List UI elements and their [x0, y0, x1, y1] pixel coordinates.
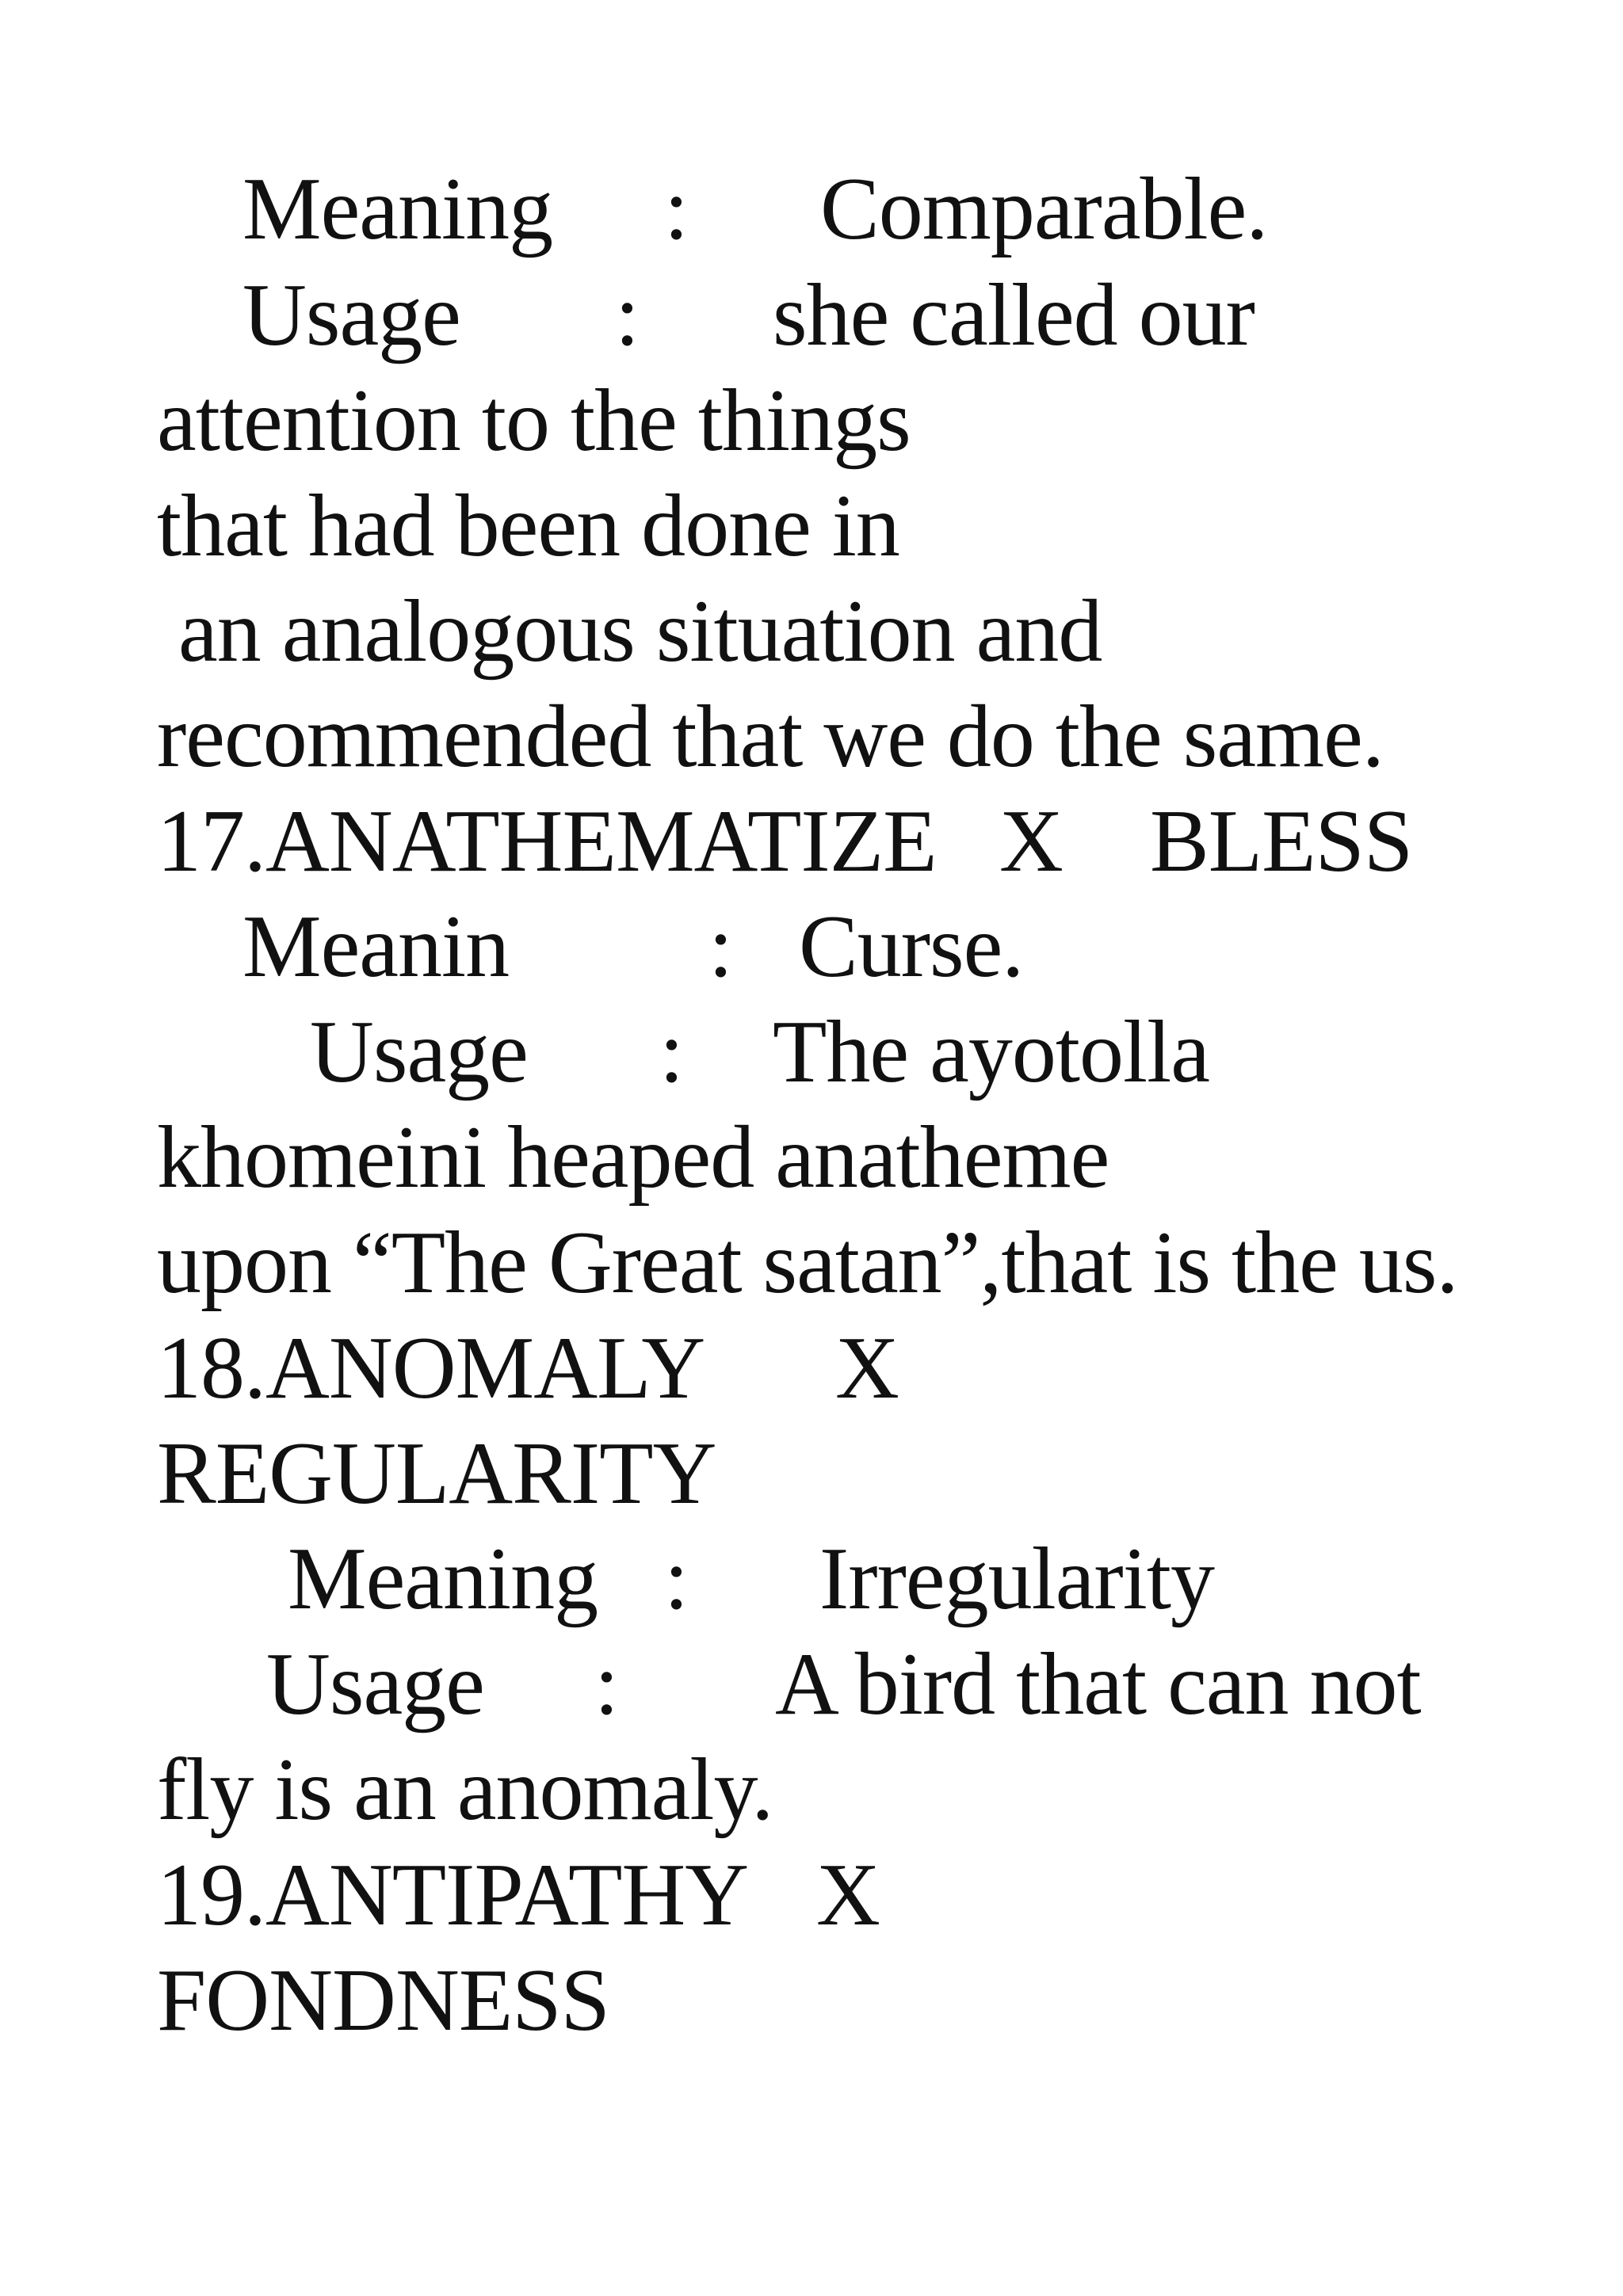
text-line: khomeini heaped anatheme	[157, 1108, 1109, 1207]
antonym-word: BLESS	[1150, 792, 1413, 891]
antonym-word: FONDNESS	[157, 1951, 609, 2050]
antonym-marker: X	[816, 1846, 880, 1944]
field-value: A bird that can not	[775, 1635, 1421, 1733]
field-colon: :	[708, 898, 733, 996]
entry-word: 19.ANTIPATHY	[157, 1846, 749, 1944]
antonym-marker: X	[999, 792, 1063, 891]
field-label: Meaning	[242, 160, 553, 258]
field-colon: :	[664, 160, 689, 258]
text-line: upon “The Great satan”,that is the us.	[157, 1214, 1458, 1312]
field-colon: :	[615, 266, 640, 364]
field-colon: :	[664, 1530, 689, 1628]
field-label: Usage	[266, 1635, 484, 1733]
field-colon: :	[594, 1635, 619, 1733]
text-line: that had been done in	[157, 477, 899, 575]
text-line: fly is an anomaly.	[157, 1741, 773, 1839]
field-label: Usage	[310, 1003, 528, 1101]
entry-word: 18.ANOMALY	[157, 1319, 705, 1417]
field-value: she called our	[773, 266, 1254, 364]
field-value: Curse.	[799, 898, 1024, 996]
field-value: Comparable.	[820, 160, 1268, 258]
field-label: Usage	[242, 266, 460, 364]
antonym-marker: X	[835, 1319, 899, 1417]
antonym-word: REGULARITY	[157, 1425, 716, 1523]
text-line: attention to the things	[157, 372, 911, 470]
text-line: recommended that we do the same.	[157, 688, 1384, 786]
text-line: an analogous situation and	[157, 582, 1102, 681]
entry-word: 17.ANATHEMATIZE	[157, 792, 937, 891]
field-value: The ayotolla	[773, 1003, 1209, 1101]
field-label: Meanin	[242, 898, 510, 996]
field-value: Irregularity	[819, 1530, 1214, 1628]
field-label: Meaning	[288, 1530, 598, 1628]
field-colon: :	[659, 1003, 684, 1101]
